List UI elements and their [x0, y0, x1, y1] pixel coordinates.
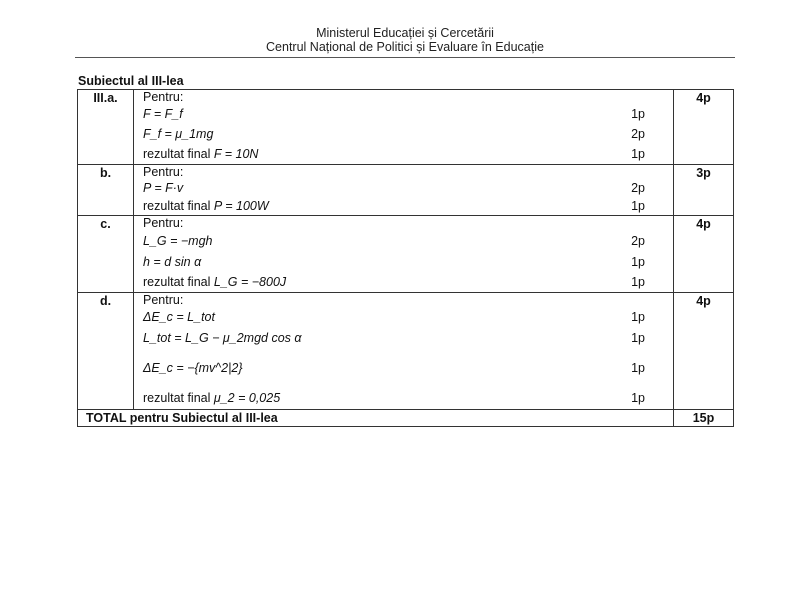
- criterion-score: 2p: [631, 127, 645, 141]
- criterion-score: 1p: [631, 147, 645, 161]
- table-row: [78, 216, 734, 293]
- total-label: TOTAL pentru Subiectul al III-lea: [78, 410, 674, 427]
- criterion: [143, 275, 286, 289]
- intro-text: Pentru:: [143, 165, 184, 179]
- formula: h = d sin α: [143, 255, 202, 269]
- criterion: [143, 147, 258, 161]
- criterion-score: 1p: [631, 331, 645, 345]
- item-label: b.: [78, 165, 134, 216]
- formula: L_G = −mgh: [143, 234, 213, 248]
- criterion-score: 1p: [631, 310, 645, 324]
- criterion-line: [143, 124, 645, 144]
- criterion-score: 2p: [631, 234, 645, 248]
- criterion: [143, 107, 183, 121]
- criterion-line: [143, 252, 645, 272]
- formula: ΔE_c = −{mv^2|2}: [143, 361, 243, 375]
- formula: F = F_f: [143, 107, 183, 121]
- criterion: [143, 391, 280, 405]
- item-label: d.: [78, 293, 134, 410]
- formula: μ_2 = 0,025: [213, 391, 281, 405]
- item-label: III.a.: [78, 90, 134, 165]
- item-criteria: [134, 90, 674, 165]
- criterion-line: [143, 272, 645, 292]
- intro-text: Pentru:: [143, 293, 184, 307]
- criterion-score: 1p: [631, 199, 645, 213]
- formula: L_tot = L_G − μ_2mgd cos α: [143, 331, 302, 345]
- ministry-name: Ministerul Educației și Cercetării: [316, 26, 494, 40]
- header-divider: [75, 57, 735, 58]
- item-points: 4p: [674, 293, 734, 410]
- criterion: [143, 310, 215, 324]
- criterion: [143, 331, 302, 345]
- table-row: [78, 293, 734, 410]
- grading-table: [77, 89, 734, 427]
- criterion-line: [143, 144, 645, 164]
- criterion-line: [143, 387, 645, 409]
- criterion-score: 1p: [631, 107, 645, 121]
- criterion-line: [143, 349, 645, 387]
- criterion-line: [143, 104, 645, 124]
- item-criteria: [134, 216, 674, 293]
- item-points: 4p: [674, 90, 734, 165]
- criterion: [143, 361, 243, 375]
- item-criteria: [134, 293, 674, 410]
- item-points: 3p: [674, 165, 734, 216]
- formula: P = 100W: [213, 199, 269, 213]
- criterion-prefix: rezultat final: [143, 147, 214, 161]
- document-header: [0, 26, 800, 54]
- criterion-score: 1p: [631, 275, 645, 289]
- criterion-prefix: rezultat final: [143, 391, 214, 405]
- total-points: 15p: [674, 410, 734, 427]
- criterion: [143, 181, 183, 195]
- criterion-score: 1p: [631, 361, 645, 375]
- criterion-line: [143, 307, 645, 327]
- criterion-score: 1p: [631, 255, 645, 269]
- formula: F_f = μ_1mg: [143, 127, 214, 141]
- criterion-prefix: rezultat final: [143, 199, 214, 213]
- criterion: [143, 234, 213, 248]
- criterion: [143, 127, 213, 141]
- criterion: [143, 199, 269, 213]
- formula: F = 10N: [213, 147, 259, 161]
- criterion: [143, 255, 201, 269]
- criterion-line: [143, 197, 645, 215]
- item-points: 4p: [674, 216, 734, 293]
- intro-text: Pentru:: [143, 216, 184, 230]
- formula: L_G = −800J: [213, 275, 287, 289]
- criterion-score: 2p: [631, 181, 645, 195]
- formula: ΔE_c = L_tot: [143, 310, 215, 324]
- subject-title: Subiectul al III-lea: [78, 74, 184, 88]
- criterion-line: [143, 230, 645, 252]
- table-row: [78, 90, 734, 165]
- formula: P = F·v: [143, 181, 184, 195]
- center-name: Centrul Național de Politici și Evaluare în Educație: [266, 40, 544, 54]
- criterion-prefix: rezultat final: [143, 275, 214, 289]
- criterion-line: [143, 327, 645, 349]
- total-row: [78, 410, 734, 427]
- item-label: c.: [78, 216, 134, 293]
- table-row: [78, 165, 734, 216]
- criterion-score: 1p: [631, 391, 645, 405]
- criterion-line: [143, 179, 645, 197]
- item-criteria: [134, 165, 674, 216]
- intro-text: Pentru:: [143, 90, 184, 104]
